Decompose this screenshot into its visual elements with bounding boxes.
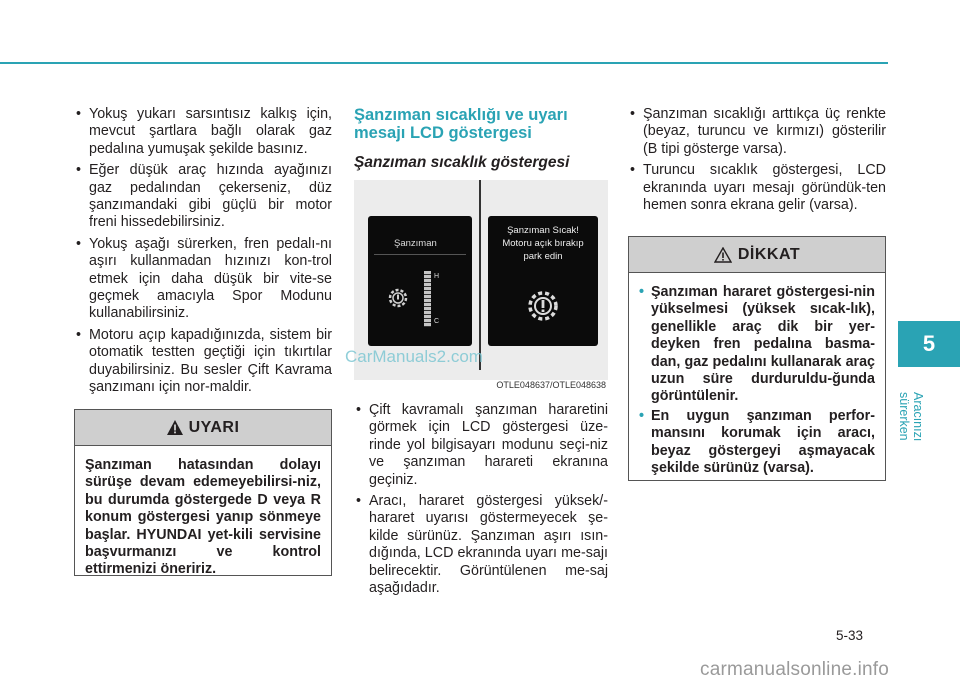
list-item: • Yokuş yukarı sarsıntısız kalkış için, mevcut şartlara bağlı olarak gaz pedalına yumuşak şekilde basınız.: [74, 106, 332, 158]
warning-triangle-icon: [167, 420, 183, 435]
chapter-label: Aracınızı sürerken: [897, 392, 925, 442]
caution-list: [639, 284, 875, 477]
warning-box: [74, 409, 332, 576]
list-item: • Şanzıman hararet göstergesi-nin yükselmesi (yüksek sıcak-lık), genellikle araç dik bir yer-deyken fren pedalına basma-dan, gaz pedalını kullanarak araç uzun süre durduruldu-ğunda görüntülenir.: [639, 284, 875, 406]
gauge-high-label: H: [434, 273, 440, 280]
temperature-gauge-bar: [424, 271, 431, 327]
gauge-low-label: C: [434, 318, 440, 325]
screen-label: Şanzıman: [394, 238, 437, 249]
caution-body: [629, 273, 885, 491]
list-item: • Motoru açıp kapadığınızda, sistem bir otomatik testten geçtiği için tıkırtılar duyabilirsiniz. Bu sesler Çift Kavrama şanzımanı için nor-maldir.: [74, 327, 332, 397]
warning-text: Şanzıman hatasından dolayı sürüşe devam edemeyebilirsi-niz, bu durumda göstergede D veya R konum göstergesi yanıp sönmeye başlar. HYUNDAI yet-kili servisine başvurmanızı ve kontrol ettirmenizi öneririz.: [85, 457, 321, 578]
list-item: • En uygun şanzıman perfor-mansını korumak için aracı, beyaz göstergeyi aşmayacak şekilde sürünüz (varsa).: [639, 408, 875, 478]
list-item: • Aracı, hararet göstergesi yüksek/-hararet uyarısı göstermeyecek şe-kilde sürünüz. Şanzıman aşırı ısın-dığında, LCD ekranında uyarı me-sajı belirecektir. Görüntülenen me-saj aşağıdadır.: [354, 493, 608, 597]
transmission-warning-icon: [525, 288, 561, 324]
list-item: • Yokuş aşağı sürerken, fren pedalı-nı aşırı kullanmadan hızınızı kon-trol etmek için daha düşük bir vite-se geçmek amacıyla Spor Modunu kullanabilirsiniz.: [74, 236, 332, 323]
lcd-gauge-screen: [368, 216, 472, 346]
warning-header: [75, 410, 331, 446]
section-title: Şanzıman sıcaklığı ve uyarı mesajı LCD göstergesi: [354, 106, 568, 142]
column-left: [74, 106, 332, 401]
bullet-list-left: [74, 106, 332, 397]
figure-code: OTLE048637/OTLE048638: [496, 379, 606, 390]
column-right: [628, 106, 886, 218]
figure-divider: [479, 180, 481, 370]
page-number: 5-33: [836, 628, 864, 643]
subsection-title: Şanzıman sıcaklık göstergesi: [354, 154, 570, 171]
lcd-warning-screen: [488, 216, 598, 346]
footer-watermark: carmanualsonline.info: [700, 659, 890, 680]
list-item: • Çift kavramalı şanzıman hararetini görmek için LCD göstergesi üze-rinde yol bilgisayarı modunu seçi-niz ve şanzıman harareti ekranına geçiniz.: [354, 402, 608, 489]
caution-box: [628, 236, 886, 481]
list-item: • Eğer düşük araç hızında ayağınızı gaz pedalından çekerseniz, düz şanzımandaki gibi güçlü bir motor freni hissedebilirsiniz.: [74, 162, 332, 232]
caution-header: [629, 237, 885, 273]
bullet-list-middle: [354, 402, 608, 597]
transmission-temp-icon: [386, 286, 410, 310]
list-item: • Şanzıman sıcaklığı arttıkça üç renkte (beyaz, turuncu ve kırmızı) gösterilir (B tipi gösterge varsa).: [628, 106, 886, 158]
warning-title: UYARI: [188, 418, 240, 436]
header-rule: [0, 62, 888, 64]
overheat-message: Şanzıman Sıcak! Motoru açık bırakıp park edin: [502, 225, 584, 262]
chapter-tab: 5: [898, 321, 960, 367]
caution-triangle-icon: [714, 247, 732, 263]
list-item: • Turuncu sıcaklık göstergesi, LCD ekranında uyarı mesajı göründük-ten hemen sonra ekrana gelir (varsa).: [628, 162, 886, 214]
bullet-list-right: [628, 106, 886, 214]
screen-divider: [374, 254, 466, 255]
caution-title: DİKKAT: [737, 245, 801, 263]
watermark: CarManuals2.com: [345, 347, 483, 366]
